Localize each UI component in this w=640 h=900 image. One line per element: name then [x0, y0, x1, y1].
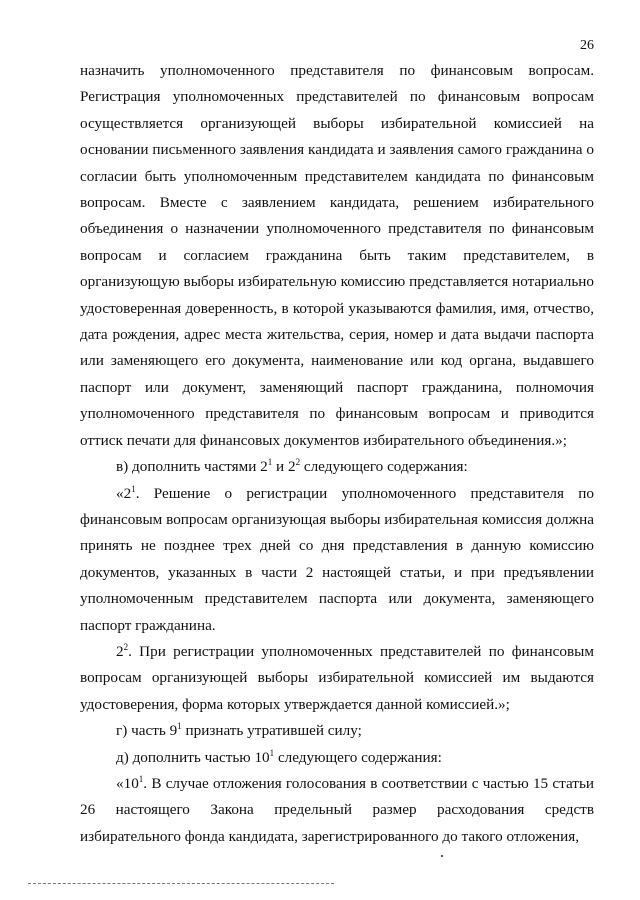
text-run: . При регистрации уполномоченных представителей по финансовым вопросам организующей выборы избирательной комиссией им выдаются удостоверения, форма которых утверждается данной комиссией.»; — [80, 642, 594, 713]
paragraph-p4 — [80, 639, 594, 718]
paragraph-p5 — [80, 718, 594, 744]
text-run: д) дополнить частью 10 — [116, 748, 270, 766]
paragraph-p7 — [80, 771, 594, 850]
page-number: 26 — [580, 38, 594, 53]
text-run: . В случае отложения голосования в соответствии с частью 15 статьи 26 настоящего Закона предельный размер расходования средств избирательного фонда кандидата, зарегистрированного до такого отложения, — [80, 774, 594, 845]
superscript: 1 — [269, 747, 275, 758]
superscript: 2 — [123, 641, 129, 652]
text-run: следующего содержания: — [300, 458, 468, 476]
scan-speck — [441, 855, 443, 857]
superscript: 2 — [295, 457, 301, 468]
text-run: . Решение о регистрации уполномоченного представителя по финансовым вопросам организующая выборы избирательная комиссия должна принять не позднее трех дней со дня представления в данную комиссию документов, указанных в части 2 настоящей статьи, и при предъявлении уполномоченным представителем паспорта или документа, заменяющего паспорт гражданина. — [80, 484, 594, 634]
paragraph-p2 — [80, 454, 594, 480]
paragraph-p1: назначить уполномоченного представителя по финансовым вопросам. Регистрация уполномоченных представителей по финансовым вопросам осуществляется организующей выборы избирательной комиссией на основании письменного заявления кандидата и заявления самого гражданина о согласии быть уполномоченным представителем кандидата по финансовым вопросам. Вместе с заявлением кандидата, решением избирательного объединения о назначении уполномоченного представителя по финансовым вопросам и согласием гражданина быть таким представителем, в организующую выборы избирательную комиссию представляется нотариально удостоверенная доверенность, в которой указываются фамилия, имя, отчество, дата рождения, адрес места жительства, серия, номер и дата выдачи паспорта или заменяющего его документа, наименование или код органа, выдавшего паспорт или документ, заменяющий паспорт гражданина, полномочия уполномоченного представителя по финансовым вопросам и приводится оттиск печати для финансовых документов избирательного объединения.»; — [80, 62, 594, 449]
paragraph-p6 — [80, 745, 594, 771]
scan-edge-line — [28, 883, 334, 884]
superscript: 1 — [131, 483, 136, 494]
text-run: следующего содержания: — [274, 748, 442, 766]
paragraph-p3 — [80, 481, 594, 639]
text-run: г) часть 9 — [116, 722, 178, 740]
superscript: 1 — [138, 773, 144, 784]
superscript: 1 — [267, 457, 273, 468]
document-body — [80, 58, 594, 850]
text-run: и 2 — [272, 458, 296, 476]
text-run: признать утратившей силу; — [181, 722, 362, 740]
text-run: в) дополнить частями 2 — [116, 458, 268, 476]
text-run: «2 — [116, 484, 132, 502]
text-run: 2 — [116, 642, 124, 660]
superscript: 1 — [177, 721, 182, 732]
text-run: «10 — [116, 774, 139, 792]
